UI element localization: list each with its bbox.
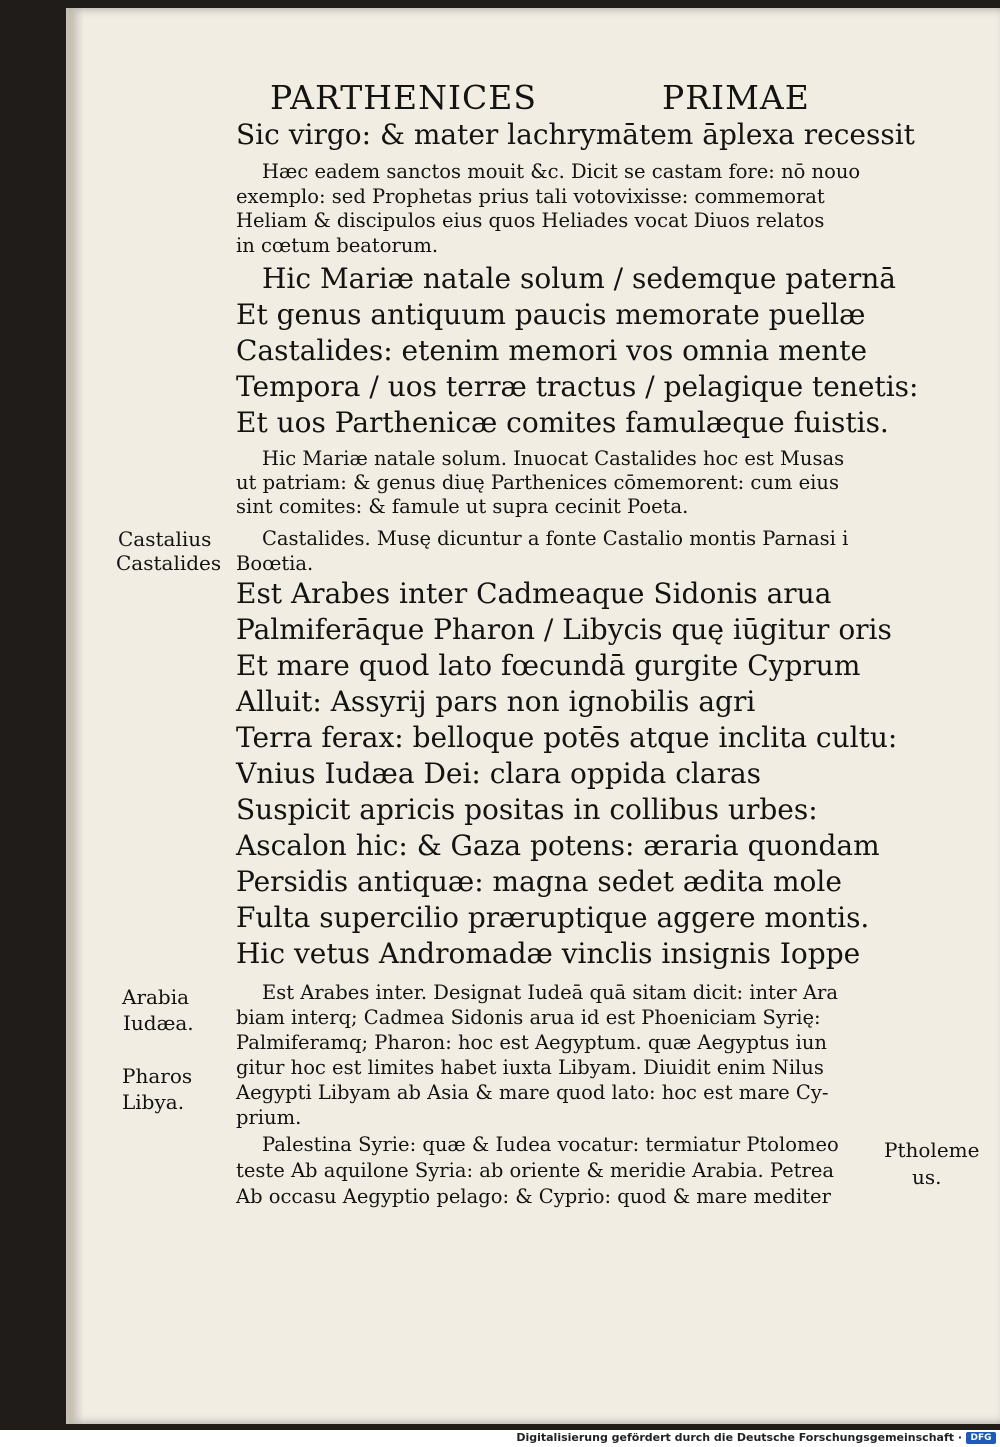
verse-line: Et genus antiquum paucis memorate puellæ — [236, 298, 866, 331]
commentary-line: Palestina Syrie: quæ & Iudea vocatur: termiatur Ptolomeo — [262, 1133, 839, 1156]
commentary-line: gitur hoc est limites habet iuxta Libyam. Diuidit enim Nilus — [236, 1056, 824, 1079]
verse-line: Alluit: Assyrij pars non ignobilis agri — [236, 685, 756, 718]
page-gutter-shadow — [66, 8, 84, 1424]
verse-line: Palmiferāque Pharon / Libycis quę iūgitur oris — [236, 613, 892, 646]
verse-line: Sic virgo: & mater lachrymātem āplexa recessit — [236, 118, 915, 151]
commentary-line: Boœtia. — [236, 552, 314, 575]
footer-credit: Digitalisierung gefördert durch die Deutsche Forschungsgemeinschaft · — [516, 1431, 962, 1444]
commentary-line: in cœtum beatorum. — [236, 234, 439, 257]
running-header-right: PRIMAE — [662, 78, 810, 117]
commentary-line: Castalides. Musę dicuntur a fonte Castalio montis Parnasi i — [262, 527, 849, 550]
verse-line: Castalides: etenim memori vos omnia mente — [236, 334, 868, 367]
verse-line: Et mare quod lato fœcundā gurgite Cyprum — [236, 649, 861, 682]
verse-line: Persidis antiquæ: magna sedet ædita mole — [236, 865, 842, 898]
margin-note: Iudæa. — [123, 1011, 194, 1035]
margin-note: Ptholeme — [884, 1138, 980, 1162]
margin-note: Arabia — [122, 985, 190, 1009]
commentary-line: Ab occasu Aegyptio pelago: & Cyprio: quod & mare mediter — [236, 1185, 831, 1208]
verse-line: Et uos Parthenicæ comites famulæque fuistis. — [236, 406, 889, 439]
verse-line: Vnius Iudæa Dei: clara oppida claras — [236, 757, 762, 790]
commentary-line: Hæc eadem sanctos mouit &c. Dicit se castam fore: nō nouo — [262, 160, 861, 183]
margin-note: Castalius — [118, 527, 212, 551]
verse-line: Hic vetus Andromadæ vinclis insignis Ioppe — [236, 937, 861, 970]
verse-line: Fulta supercilio præruptique aggere montis. — [236, 901, 870, 934]
commentary-line: Palmiferamq; Pharon: hoc est Aegyptum. quæ Aegyptus iun — [236, 1031, 827, 1054]
commentary-line: prium. — [236, 1106, 302, 1129]
commentary-line: biam interq; Cadmea Sidonis arua id est Phoeniciam Syrię: — [236, 1006, 821, 1029]
margin-note: us. — [912, 1165, 942, 1189]
verse-line: Est Arabes inter Cadmeaque Sidonis arua — [236, 577, 832, 610]
commentary-line: exemplo: sed Prophetas prius tali votovixisse: commemorat — [236, 185, 825, 208]
running-header-left: PARTHENICES — [270, 78, 538, 117]
margin-note: Pharos — [122, 1064, 193, 1088]
dfg-logo-icon: DFG — [966, 1432, 996, 1444]
verse-line: Tempora / uos terræ tractus / pelagique tenetis: — [236, 370, 919, 403]
verse-line: Terra ferax: belloque potēs atque inclita cultu: — [236, 721, 898, 754]
commentary-line: Aegypti Libyam ab Asia & mare quod lato: hoc est mare Cy- — [236, 1081, 829, 1104]
commentary-line: teste Ab aquilone Syria: ab oriente & meridie Arabia. Petrea — [236, 1159, 834, 1182]
margin-note: Castalides — [116, 551, 222, 575]
verse-line: Suspicit apricis positas in collibus urbes: — [236, 793, 818, 826]
margin-note: Libya. — [122, 1090, 185, 1114]
commentary-line: Hic Mariæ natale solum. Inuocat Castalides hoc est Musas — [262, 447, 845, 470]
commentary-line: sint comites: & famule ut supra cecinit Poeta. — [236, 495, 689, 518]
verse-line: Hic Mariæ natale solum / sedemque paternā — [262, 262, 896, 295]
commentary-line: ut patriam: & genus diuę Parthenices cōmemorent: cum eius — [236, 471, 839, 494]
commentary-line: Heliam & discipulos eius quos Heliades vocat Diuos relatos — [236, 209, 825, 232]
verse-line: Ascalon hic: & Gaza potens: æraria quondam — [236, 829, 880, 862]
commentary-line: Est Arabes inter. Designat Iudeā quā sitam dicit: inter Ara — [262, 981, 838, 1004]
